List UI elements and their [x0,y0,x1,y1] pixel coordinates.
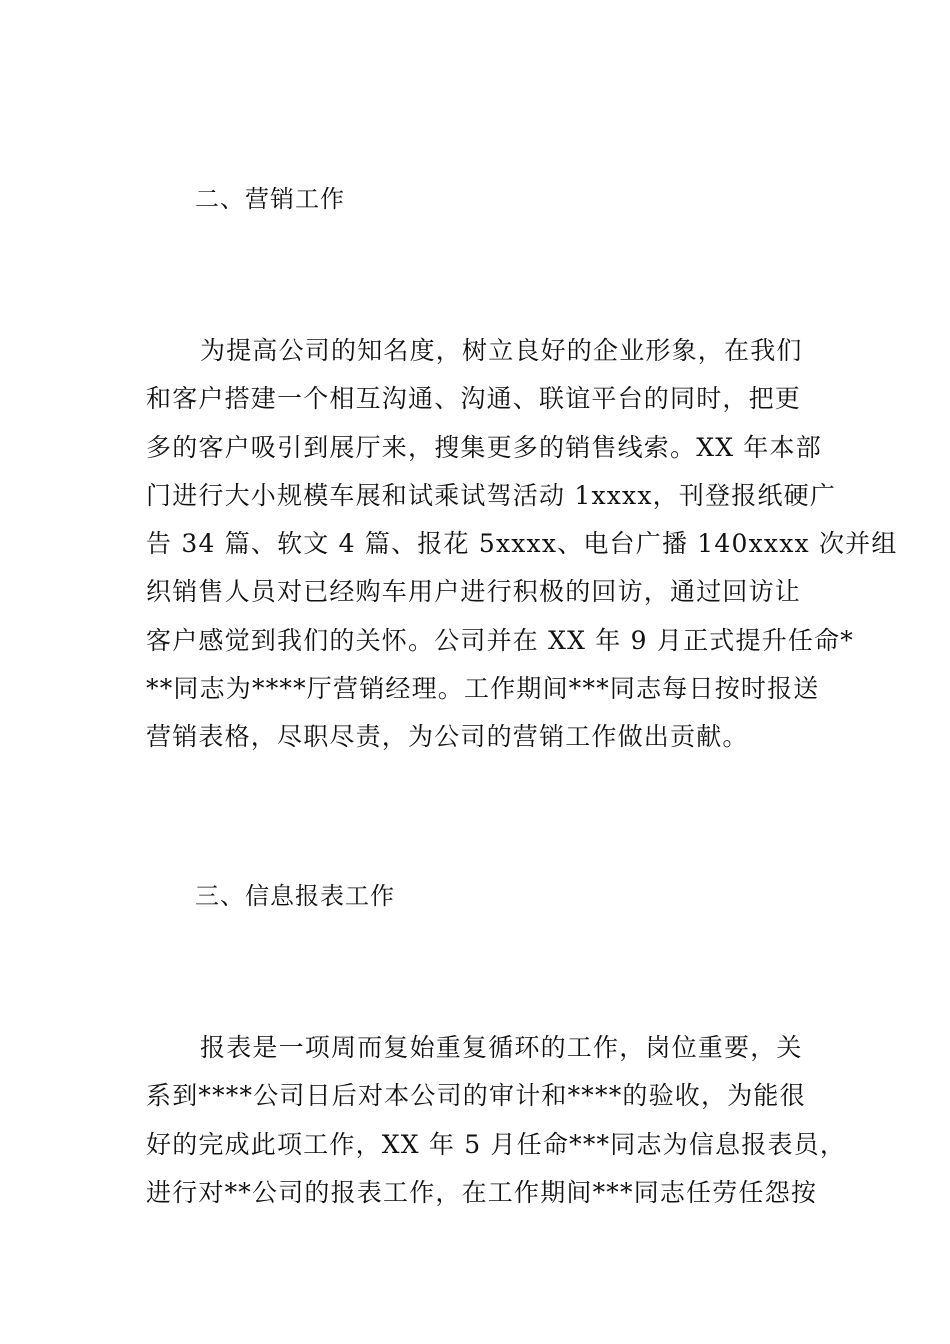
paragraph-line: 门进行大小规模车展和试乘试驾活动 1xxxx，刊登报纸硬广 [146,480,837,510]
section-heading-marketing: 二、营销工作 [195,185,345,213]
paragraph-line: 织销售人员对已经购车用户进行积极的回访，通过回访让 [146,577,802,607]
paragraph-line: 报表是一项周而复始重复循环的工作，岗位重要，关 [200,1033,803,1062]
paragraph-line: 好的完成此项工作，XX 年 5 月任命***同志为信息报表员， [146,1129,847,1159]
paragraph-info-reports [146,1024,847,1217]
paragraph-line: **同志为****厅营销经理。工作期间***同志每日按时报送 [146,674,820,704]
paragraph-line: 营销表格，尽职尽责，为公司的营销工作做出贡献。 [146,722,749,752]
paragraph-line: 和客户搭建一个相互沟通、沟通、联谊平台的同时，把更 [146,384,802,414]
paragraph-line: 进行对**公司的报表工作，在工作期间***同志任劳任怨按 [146,1177,818,1207]
paragraph-marketing [146,327,898,762]
section-heading-info-reports: 三、信息报表工作 [195,882,395,910]
paragraph-line: 为提高公司的知名度，树立良好的企业形象，在我们 [200,336,803,365]
paragraph-line: 多的客户吸引到展厅来，搜集更多的销售线索。XX 年本部 [146,432,822,462]
paragraph-line: 客户感觉到我们的关怀。公司并在 XX 年 9 月正式提升任命* [146,625,854,655]
paragraph-line: 系到****公司日后对本公司的审计和****的验收，为能很 [146,1081,806,1111]
paragraph-line: 告 34 篇、软文 4 篇、报花 5xxxx、电台广播 140xxxx 次并组 [146,529,898,559]
